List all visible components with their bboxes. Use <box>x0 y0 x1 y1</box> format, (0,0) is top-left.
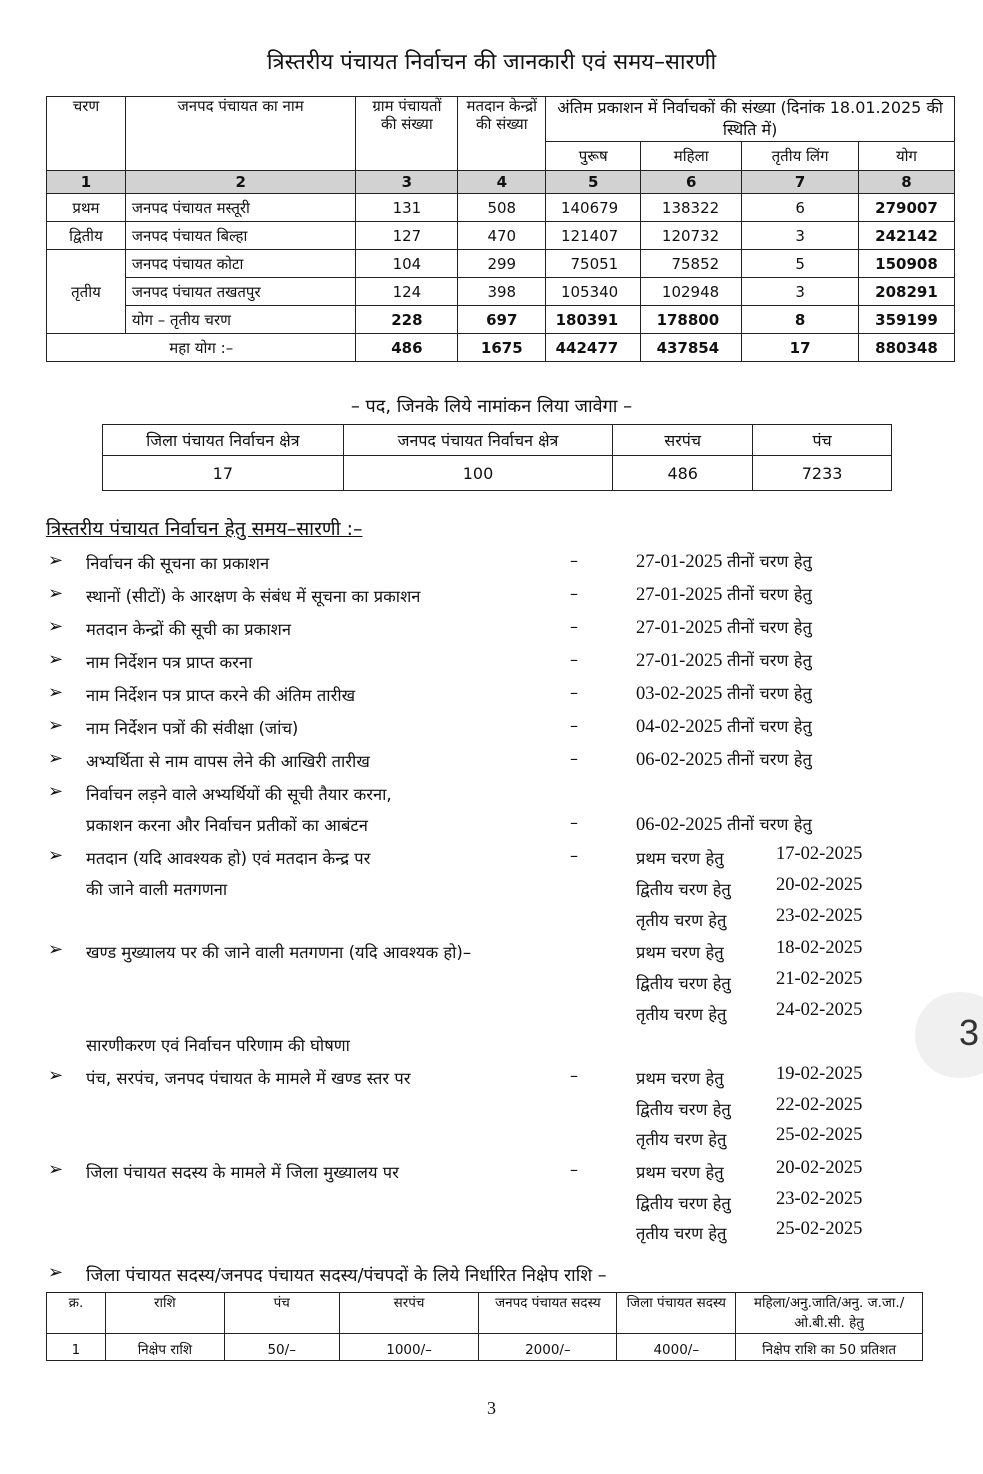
bullet-arrow-icon: ➢ <box>48 1262 64 1283</box>
tritiya-cell: 6 <box>742 194 859 222</box>
col-num: 1 <box>47 171 126 194</box>
phase-label: प्रथम चरण हेतु <box>636 1163 724 1182</box>
matdan-cell: 508 <box>458 194 546 222</box>
dash: – <box>570 551 578 570</box>
deposit-cell: निक्षेप राशि <box>105 1334 224 1361</box>
header-antim: अंतिम प्रकाशन में निर्वाचकों की संख्या (दिनांक 18.01.2025 की स्थिति में) <box>546 97 955 142</box>
tritiya-cell: 8 <box>742 306 859 334</box>
bullet-arrow-icon: ➢ <box>48 682 64 703</box>
schedule-item-text: मतदान केन्द्रों की सूची का प्रकाशन <box>86 620 292 639</box>
yog-cell: 359199 <box>858 306 954 334</box>
schedule-item-date: 04-02-2025 तीनों चरण हेतु <box>636 717 812 737</box>
schedule-item-text: नाम निर्देशन पत्र प्राप्त करना <box>86 653 253 672</box>
header-tritiya: तृतीय लिंग <box>742 142 859 171</box>
phase-label: तृतीय चरण हेतु <box>636 1005 727 1024</box>
phase-date: 20-02-2025 <box>776 875 863 895</box>
purush-cell: 75051 <box>546 250 641 278</box>
matdan-cell: 1675 <box>458 334 546 362</box>
page-indicator-number: 3 <box>959 1012 980 1053</box>
posts-header: सरपंच <box>613 425 753 456</box>
phase-label: द्वितीय चरण हेतु <box>636 1194 731 1213</box>
grand-total-row <box>47 334 955 362</box>
deposit-header: महिला/अनु.जाति/अनु. ज.जा./ओ.बी.सी. हेतु <box>736 1293 923 1334</box>
schedule-item-date: 27-01-2025 तीनों चरण हेतु <box>636 552 812 572</box>
bullet-arrow-icon: ➢ <box>48 649 64 670</box>
matdan-cell: 697 <box>458 306 546 334</box>
purush-cell: 121407 <box>546 222 641 250</box>
name-cell: योग – तृतीय चरण <box>125 306 356 334</box>
posts-value: 17 <box>103 456 344 491</box>
phase-date: 23-02-2025 <box>776 1189 863 1209</box>
mahila-cell: 437854 <box>641 334 742 362</box>
bullet-arrow-icon: ➢ <box>48 845 64 866</box>
phase-date: 17-02-2025 <box>776 844 863 864</box>
yog-cell: 208291 <box>858 278 954 306</box>
schedule-item-text: निर्वाचन लड़ने वाले अभ्यर्थियों की सूची तैयार करना, <box>86 785 392 804</box>
yog-cell: 880348 <box>858 334 954 362</box>
phase-date: 22-02-2025 <box>776 1095 863 1115</box>
gram-cell: 228 <box>356 306 458 334</box>
deposit-cell: 4000/– <box>617 1334 736 1361</box>
bullet-arrow-icon: ➢ <box>48 1159 64 1180</box>
table-row <box>47 278 955 306</box>
deposit-cell: 2000/– <box>479 1334 617 1361</box>
phase-label: प्रथम चरण हेतु <box>636 1069 724 1088</box>
header-charan: चरण <box>47 97 126 171</box>
bullet-arrow-icon: ➢ <box>48 1065 64 1086</box>
col-num: 4 <box>458 171 546 194</box>
tritiya-cell: 3 <box>742 278 859 306</box>
schedule-item-text: अभ्यर्थिता से नाम वापस लेने की आखिरी तारीख <box>86 752 370 771</box>
mahila-cell: 138322 <box>641 194 742 222</box>
gram-cell: 127 <box>356 222 458 250</box>
page-indicator-badge[interactable] <box>915 992 983 1078</box>
deposit-header: राशि <box>105 1293 224 1334</box>
phase-date: 21-02-2025 <box>776 969 863 989</box>
purush-cell: 180391 <box>546 306 641 334</box>
schedule-item-date: 27-01-2025 तीनों चरण हेतु <box>636 651 812 671</box>
phase-date: 18-02-2025 <box>776 938 863 958</box>
results-heading: सारणीकरण एवं निर्वाचन परिणाम की घोषणा <box>86 1036 350 1055</box>
col-num: 2 <box>125 171 356 194</box>
header-matdan: मतदान केन्द्रों की संख्या <box>458 97 546 171</box>
phase-label: द्वितीय चरण हेतु <box>636 1100 731 1119</box>
phase-label: तृतीय चरण हेतु <box>636 1224 727 1243</box>
gram-cell: 124 <box>356 278 458 306</box>
posts-header: जिला पंचायत निर्वाचन क्षेत्र <box>103 425 344 456</box>
phase-date: 25-02-2025 <box>776 1125 863 1145</box>
posts-value: 7233 <box>753 456 892 491</box>
col-num: 8 <box>858 171 954 194</box>
header-mahila: महिला <box>641 142 742 171</box>
bullet-arrow-icon: ➢ <box>48 781 64 802</box>
gram-cell: 131 <box>356 194 458 222</box>
phase-label: प्रथम चरण हेतु <box>636 943 724 962</box>
deposit-header: पंच <box>224 1293 339 1334</box>
col-num: 6 <box>641 171 742 194</box>
schedule-item-text-line2: प्रकाशन करना और निर्वाचन प्रतीकों का आबंटन <box>86 816 368 835</box>
page-number: 3 <box>487 1398 496 1418</box>
deposit-cell: 1 <box>47 1334 106 1361</box>
schedule-item-date: 06-02-2025 तीनों चरण हेतु <box>636 815 812 835</box>
bullet-arrow-icon: ➢ <box>48 748 64 769</box>
col-num: 5 <box>546 171 641 194</box>
subtotal-row <box>47 306 955 334</box>
yog-cell: 150908 <box>858 250 954 278</box>
tritiya-cell: 5 <box>742 250 859 278</box>
phase-date: 20-02-2025 <box>776 1158 863 1178</box>
matdan-cell: 299 <box>458 250 546 278</box>
name-cell: जनपद पंचायत मस्तूरी <box>125 194 356 222</box>
matdan-cell: 470 <box>458 222 546 250</box>
phase-label: द्वितीय चरण हेतु <box>636 880 731 899</box>
dash: – <box>570 584 578 603</box>
header-gram: ग्राम पंचायतों की संख्या <box>356 97 458 171</box>
bullet-arrow-icon: ➢ <box>48 715 64 736</box>
phase-date: 25-02-2025 <box>776 1219 863 1239</box>
phase-label: तृतीय चरण हेतु <box>636 911 727 930</box>
dash: – <box>570 813 578 832</box>
electors-table <box>46 96 955 362</box>
col-num: 7 <box>742 171 859 194</box>
header-yog: योग <box>858 142 954 171</box>
dash: – <box>570 749 578 768</box>
posts-header: जनपद पंचायत निर्वाचन क्षेत्र <box>343 425 613 456</box>
district-result-text: जिला पंचायत सदस्य के मामले में जिला मुख्यालय पर <box>86 1163 399 1182</box>
posts-heading: – पद, जिनके लिये नामांकन लिया जावेगा – <box>350 396 633 417</box>
mahila-cell: 102948 <box>641 278 742 306</box>
charan-cell: प्रथम <box>47 194 126 222</box>
posts-value: 100 <box>343 456 613 491</box>
bullet-arrow-icon: ➢ <box>48 939 64 960</box>
schedule-item-text: नाम निर्देशन पत्रों की संवीक्षा (जांच) <box>86 719 299 738</box>
dash: – <box>570 617 578 636</box>
table-row <box>47 194 955 222</box>
phase-label: तृतीय चरण हेतु <box>636 1130 727 1149</box>
purush-cell: 442477 <box>546 334 641 362</box>
dash: – <box>570 650 578 669</box>
schedule-item-date: 27-01-2025 तीनों चरण हेतु <box>636 618 812 638</box>
posts-header: पंच <box>753 425 892 456</box>
dash: – <box>570 1160 578 1179</box>
phase-date: 24-02-2025 <box>776 1000 863 1020</box>
column-number-row <box>47 171 955 194</box>
header-purush: पुरूष <box>546 142 641 171</box>
name-cell: जनपद पंचायत कोटा <box>125 250 356 278</box>
purush-cell: 105340 <box>546 278 641 306</box>
schedule-item-text: निर्वाचन की सूचना का प्रकाशन <box>86 554 270 573</box>
mahila-cell: 178800 <box>641 306 742 334</box>
phase-date: 19-02-2025 <box>776 1064 863 1084</box>
schedule-title: त्रिस्तरीय पंचायत निर्वाचन हेतु समय–सारणी :– <box>46 518 363 540</box>
tritiya-cell: 17 <box>742 334 859 362</box>
yog-cell: 279007 <box>858 194 954 222</box>
schedule-item-text: स्थानों (सीटों) के आरक्षण के संबंध में सूचना का प्रकाशन <box>86 587 421 606</box>
deposit-cell: निक्षेप राशि का 50 प्रतिशत <box>736 1334 923 1361</box>
bullet-arrow-icon: ➢ <box>48 550 64 571</box>
table-row <box>47 250 955 278</box>
dash: – <box>570 1066 578 1085</box>
page-title: त्रिस्तरीय पंचायत निर्वाचन की जानकारी एवं समय–सारणी <box>266 50 717 75</box>
bullet-arrow-icon: ➢ <box>48 616 64 637</box>
matdan-cell: 398 <box>458 278 546 306</box>
block-result-text: पंच, सरपंच, जनपद पंचायत के मामले में खण्ड स्तर पर <box>86 1069 411 1088</box>
col-num: 3 <box>356 171 458 194</box>
deposit-table <box>46 1292 923 1361</box>
deposit-cell: 1000/– <box>339 1334 479 1361</box>
deposit-header: जनपद पंचायत सदस्य <box>479 1293 617 1334</box>
charan-cell: तृतीय <box>47 250 126 334</box>
header-janpad: जनपद पंचायत का नाम <box>125 97 356 171</box>
charan-cell: द्वितीय <box>47 222 126 250</box>
dash: – <box>570 716 578 735</box>
polling-text-line2: की जाने वाली मतगणना <box>86 880 228 899</box>
schedule-item-date: 06-02-2025 तीनों चरण हेतु <box>636 750 812 770</box>
mahila-cell: 120732 <box>641 222 742 250</box>
gram-cell: 104 <box>356 250 458 278</box>
posts-value: 486 <box>613 456 753 491</box>
deposit-header: क्र. <box>47 1293 106 1334</box>
table-row <box>47 222 955 250</box>
dash: – <box>570 683 578 702</box>
deposit-heading: जिला पंचायत सदस्य/जनपद पंचायत सदस्य/पंचपदों के लिये निर्धारित निक्षेप राशि – <box>86 1266 607 1286</box>
total-label: महा योग :– <box>47 334 356 362</box>
schedule-item-text: नाम निर्देशन पत्र प्राप्त करने की अंतिम तारीख <box>86 686 356 705</box>
yog-cell: 242142 <box>858 222 954 250</box>
schedule-item-date: 27-01-2025 तीनों चरण हेतु <box>636 585 812 605</box>
gram-cell: 486 <box>356 334 458 362</box>
purush-cell: 140679 <box>546 194 641 222</box>
tritiya-cell: 3 <box>742 222 859 250</box>
dash: – <box>570 846 578 865</box>
mahila-cell: 75852 <box>641 250 742 278</box>
phase-date: 23-02-2025 <box>776 906 863 926</box>
name-cell: जनपद पंचायत तखतपुर <box>125 278 356 306</box>
bullet-arrow-icon: ➢ <box>48 583 64 604</box>
deposit-cell: 50/– <box>224 1334 339 1361</box>
polling-text: मतदान (यदि आवश्यक हो) एवं मतदान केन्द्र पर <box>86 849 371 868</box>
phase-label: प्रथम चरण हेतु <box>636 849 724 868</box>
deposit-header: सरपंच <box>339 1293 479 1334</box>
name-cell: जनपद पंचायत बिल्हा <box>125 222 356 250</box>
posts-table <box>102 424 892 491</box>
schedule-item-date: 03-02-2025 तीनों चरण हेतु <box>636 684 812 704</box>
deposit-header: जिला पंचायत सदस्य <box>617 1293 736 1334</box>
phase-label: द्वितीय चरण हेतु <box>636 974 731 993</box>
block-count-text: खण्ड मुख्यालय पर की जाने वाली मतगणना (यदि आवश्यक हो)– <box>86 943 472 962</box>
